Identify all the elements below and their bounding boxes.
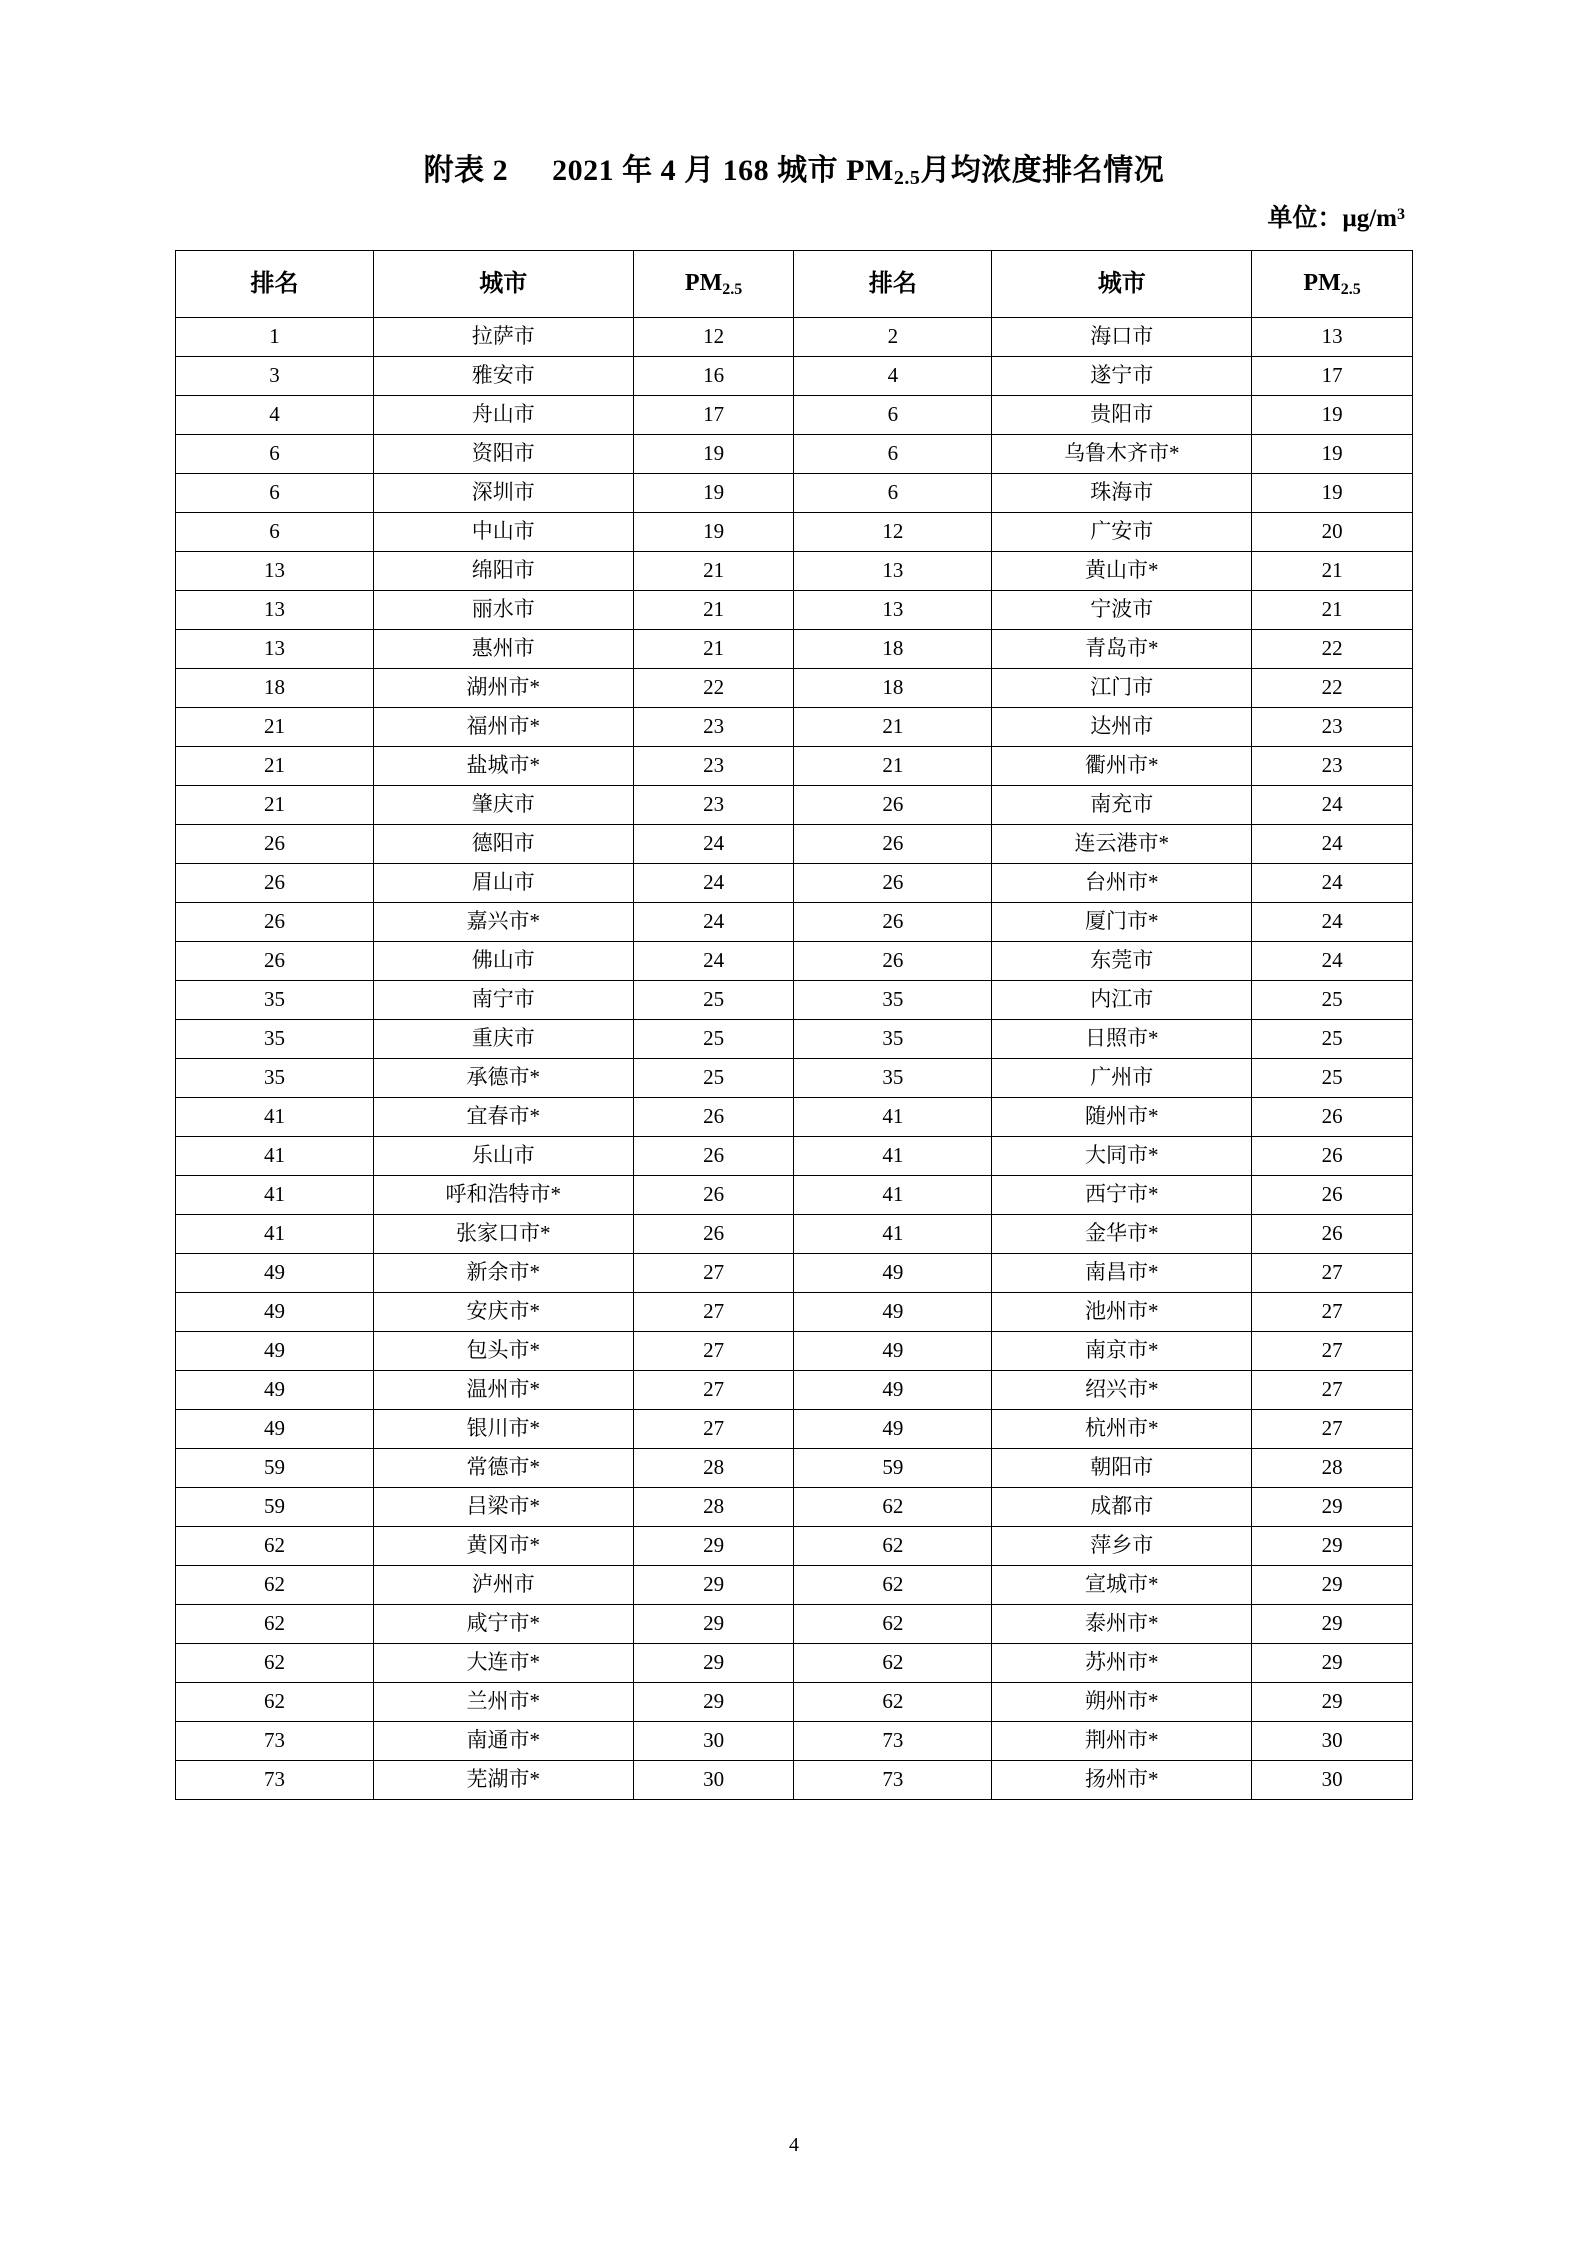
cell-rank-left: 6 — [176, 474, 374, 513]
cell-city-right: 西宁市* — [992, 1176, 1252, 1215]
table-row — [176, 1761, 1413, 1800]
cell-rank-right: 59 — [794, 1449, 992, 1488]
cell-pm25-left: 23 — [633, 708, 794, 747]
cell-city-right: 南京市* — [992, 1332, 1252, 1371]
cell-rank-right: 18 — [794, 630, 992, 669]
cell-pm25-left: 29 — [633, 1527, 794, 1566]
cell-city-right: 萍乡市 — [992, 1527, 1252, 1566]
cell-rank-left: 6 — [176, 435, 374, 474]
cell-city-left: 黄冈市* — [373, 1527, 633, 1566]
table-row — [176, 1020, 1413, 1059]
cell-rank-left: 13 — [176, 552, 374, 591]
cell-pm25-right: 27 — [1252, 1410, 1413, 1449]
cell-rank-left: 13 — [176, 630, 374, 669]
cell-rank-right: 62 — [794, 1683, 992, 1722]
cell-rank-left: 26 — [176, 825, 374, 864]
table-row — [176, 1644, 1413, 1683]
cell-rank-left: 62 — [176, 1683, 374, 1722]
cell-pm25-right: 19 — [1252, 474, 1413, 513]
cell-rank-right: 13 — [794, 552, 992, 591]
cell-rank-right: 41 — [794, 1215, 992, 1254]
cell-pm25-left: 29 — [633, 1683, 794, 1722]
cell-pm25-left: 26 — [633, 1215, 794, 1254]
cell-pm25-right: 22 — [1252, 669, 1413, 708]
cell-city-right: 池州市* — [992, 1293, 1252, 1332]
header-pm-main-right: PM — [1303, 269, 1341, 296]
cell-pm25-left: 30 — [633, 1761, 794, 1800]
cell-rank-left: 59 — [176, 1488, 374, 1527]
cell-pm25-right: 19 — [1252, 435, 1413, 474]
cell-pm25-left: 30 — [633, 1722, 794, 1761]
header-city-right: 城市 — [992, 251, 1252, 318]
table-row — [176, 318, 1413, 357]
cell-city-left: 泸州市 — [373, 1566, 633, 1605]
cell-rank-left: 6 — [176, 513, 374, 552]
cell-city-left: 宜春市* — [373, 1098, 633, 1137]
header-rank-left: 排名 — [176, 251, 374, 318]
cell-city-right: 泰州市* — [992, 1605, 1252, 1644]
cell-city-right: 乌鲁木齐市* — [992, 435, 1252, 474]
cell-pm25-left: 28 — [633, 1449, 794, 1488]
cell-pm25-left: 19 — [633, 513, 794, 552]
cell-pm25-left: 24 — [633, 903, 794, 942]
header-pm-sub-right: 2.5 — [1340, 280, 1361, 298]
cell-pm25-right: 20 — [1252, 513, 1413, 552]
table-row — [176, 669, 1413, 708]
page-title — [175, 150, 1413, 192]
table-row — [176, 1176, 1413, 1215]
cell-pm25-right: 26 — [1252, 1098, 1413, 1137]
cell-pm25-right: 23 — [1252, 708, 1413, 747]
cell-city-right: 南昌市* — [992, 1254, 1252, 1293]
cell-city-right: 南充市 — [992, 786, 1252, 825]
cell-rank-left: 73 — [176, 1722, 374, 1761]
cell-rank-left: 4 — [176, 396, 374, 435]
cell-pm25-left: 24 — [633, 942, 794, 981]
cell-pm25-left: 25 — [633, 1020, 794, 1059]
cell-pm25-left: 28 — [633, 1488, 794, 1527]
title-suffix: 月均浓度排名情况 — [920, 154, 1165, 187]
cell-rank-right: 49 — [794, 1332, 992, 1371]
table-header — [176, 251, 1413, 318]
cell-city-left: 重庆市 — [373, 1020, 633, 1059]
cell-city-left: 常德市* — [373, 1449, 633, 1488]
table-row — [176, 1683, 1413, 1722]
cell-pm25-right: 21 — [1252, 552, 1413, 591]
cell-rank-left: 18 — [176, 669, 374, 708]
table-row — [176, 357, 1413, 396]
cell-city-left: 安庆市* — [373, 1293, 633, 1332]
cell-pm25-right: 29 — [1252, 1605, 1413, 1644]
cell-city-right: 海口市 — [992, 318, 1252, 357]
table-row — [176, 1371, 1413, 1410]
cell-rank-right: 73 — [794, 1722, 992, 1761]
cell-pm25-right: 29 — [1252, 1527, 1413, 1566]
table-row — [176, 1449, 1413, 1488]
cell-pm25-left: 24 — [633, 864, 794, 903]
table-row — [176, 1332, 1413, 1371]
cell-city-left: 舟山市 — [373, 396, 633, 435]
cell-rank-left: 26 — [176, 864, 374, 903]
cell-rank-right: 35 — [794, 981, 992, 1020]
cell-pm25-right: 23 — [1252, 747, 1413, 786]
table-row — [176, 1293, 1413, 1332]
cell-rank-right: 4 — [794, 357, 992, 396]
cell-pm25-left: 27 — [633, 1371, 794, 1410]
cell-rank-left: 26 — [176, 903, 374, 942]
cell-pm25-right: 28 — [1252, 1449, 1413, 1488]
cell-city-right: 遂宁市 — [992, 357, 1252, 396]
cell-pm25-right: 24 — [1252, 825, 1413, 864]
cell-rank-left: 49 — [176, 1371, 374, 1410]
header-city-left: 城市 — [373, 251, 633, 318]
cell-city-right: 成都市 — [992, 1488, 1252, 1527]
cell-city-left: 承德市* — [373, 1059, 633, 1098]
cell-city-right: 杭州市* — [992, 1410, 1252, 1449]
table-row — [176, 747, 1413, 786]
cell-pm25-right: 29 — [1252, 1683, 1413, 1722]
cell-rank-right: 18 — [794, 669, 992, 708]
table-row — [176, 513, 1413, 552]
table-row — [176, 903, 1413, 942]
cell-city-left: 温州市* — [373, 1371, 633, 1410]
cell-pm25-right: 30 — [1252, 1722, 1413, 1761]
cell-city-right: 宣城市* — [992, 1566, 1252, 1605]
cell-rank-left: 49 — [176, 1254, 374, 1293]
cell-rank-left: 1 — [176, 318, 374, 357]
cell-pm25-left: 27 — [633, 1332, 794, 1371]
cell-rank-left: 35 — [176, 1059, 374, 1098]
table-row — [176, 1098, 1413, 1137]
table-body — [176, 318, 1413, 1800]
cell-rank-left: 35 — [176, 1020, 374, 1059]
cell-pm25-left: 25 — [633, 981, 794, 1020]
cell-pm25-right: 27 — [1252, 1293, 1413, 1332]
cell-pm25-right: 21 — [1252, 591, 1413, 630]
cell-city-left: 张家口市* — [373, 1215, 633, 1254]
cell-city-left: 乐山市 — [373, 1137, 633, 1176]
cell-city-left: 南通市* — [373, 1722, 633, 1761]
title-subscript: 2.5 — [893, 167, 921, 189]
cell-city-left: 佛山市 — [373, 942, 633, 981]
cell-rank-right: 26 — [794, 942, 992, 981]
cell-city-right: 荆州市* — [992, 1722, 1252, 1761]
cell-city-right: 大同市* — [992, 1137, 1252, 1176]
cell-city-right: 衢州市* — [992, 747, 1252, 786]
cell-rank-left: 41 — [176, 1098, 374, 1137]
cell-city-right: 广安市 — [992, 513, 1252, 552]
cell-pm25-right: 27 — [1252, 1371, 1413, 1410]
cell-pm25-left: 29 — [633, 1605, 794, 1644]
header-row — [176, 251, 1413, 318]
cell-rank-left: 59 — [176, 1449, 374, 1488]
cell-city-left: 肇庆市 — [373, 786, 633, 825]
table-row — [176, 552, 1413, 591]
cell-rank-right: 6 — [794, 435, 992, 474]
cell-pm25-right: 29 — [1252, 1644, 1413, 1683]
cell-pm25-left: 21 — [633, 591, 794, 630]
cell-city-right: 江门市 — [992, 669, 1252, 708]
table-row — [176, 591, 1413, 630]
cell-city-left: 嘉兴市* — [373, 903, 633, 942]
table-row — [176, 1488, 1413, 1527]
table-row — [176, 1254, 1413, 1293]
cell-rank-right: 41 — [794, 1137, 992, 1176]
unit-label — [175, 198, 1413, 234]
cell-rank-right: 2 — [794, 318, 992, 357]
table-row — [176, 786, 1413, 825]
cell-rank-right: 35 — [794, 1059, 992, 1098]
cell-pm25-left: 24 — [633, 825, 794, 864]
table-row — [176, 942, 1413, 981]
page-number: 4 — [789, 2134, 799, 2156]
cell-rank-left: 21 — [176, 747, 374, 786]
cell-pm25-right: 26 — [1252, 1215, 1413, 1254]
cell-pm25-left: 12 — [633, 318, 794, 357]
cell-city-left: 眉山市 — [373, 864, 633, 903]
cell-rank-right: 49 — [794, 1371, 992, 1410]
cell-rank-right: 62 — [794, 1488, 992, 1527]
table-row — [176, 1137, 1413, 1176]
cell-pm25-right: 29 — [1252, 1488, 1413, 1527]
cell-rank-left: 26 — [176, 942, 374, 981]
cell-city-right: 达州市 — [992, 708, 1252, 747]
cell-rank-right: 49 — [794, 1293, 992, 1332]
cell-city-right: 台州市* — [992, 864, 1252, 903]
cell-pm25-left: 16 — [633, 357, 794, 396]
cell-rank-left: 62 — [176, 1527, 374, 1566]
unit-prefix: 单位： — [1267, 205, 1343, 232]
title-main: 2021 年 4 月 168 城市 PM — [552, 154, 894, 187]
table-row — [176, 1722, 1413, 1761]
cell-city-right: 日照市* — [992, 1020, 1252, 1059]
cell-rank-right: 62 — [794, 1527, 992, 1566]
cell-rank-right: 26 — [794, 825, 992, 864]
cell-rank-right: 62 — [794, 1605, 992, 1644]
cell-rank-right: 26 — [794, 786, 992, 825]
cell-pm25-left: 19 — [633, 435, 794, 474]
cell-rank-right: 21 — [794, 708, 992, 747]
cell-city-left: 惠州市 — [373, 630, 633, 669]
cell-city-right: 随州市* — [992, 1098, 1252, 1137]
cell-rank-left: 21 — [176, 786, 374, 825]
cell-city-left: 深圳市 — [373, 474, 633, 513]
cell-pm25-right: 25 — [1252, 1059, 1413, 1098]
cell-city-left: 福州市* — [373, 708, 633, 747]
cell-rank-right: 49 — [794, 1254, 992, 1293]
cell-rank-left: 21 — [176, 708, 374, 747]
cell-pm25-right: 30 — [1252, 1761, 1413, 1800]
cell-rank-right: 13 — [794, 591, 992, 630]
table-row — [176, 981, 1413, 1020]
cell-city-right: 青岛市* — [992, 630, 1252, 669]
cell-pm25-left: 26 — [633, 1098, 794, 1137]
cell-pm25-right: 24 — [1252, 786, 1413, 825]
cell-city-right: 珠海市 — [992, 474, 1252, 513]
cell-rank-left: 62 — [176, 1566, 374, 1605]
cell-city-left: 南宁市 — [373, 981, 633, 1020]
cell-rank-left: 73 — [176, 1761, 374, 1800]
table-row — [176, 1410, 1413, 1449]
title-prefix: 附表 2 — [423, 154, 509, 187]
table-row — [176, 396, 1413, 435]
table-row — [176, 1605, 1413, 1644]
cell-rank-left: 41 — [176, 1137, 374, 1176]
cell-pm25-right: 19 — [1252, 396, 1413, 435]
cell-city-left: 芜湖市* — [373, 1761, 633, 1800]
cell-rank-left: 3 — [176, 357, 374, 396]
cell-rank-left: 41 — [176, 1176, 374, 1215]
cell-pm25-right: 26 — [1252, 1176, 1413, 1215]
cell-pm25-left: 21 — [633, 552, 794, 591]
cell-rank-right: 41 — [794, 1098, 992, 1137]
cell-rank-right: 35 — [794, 1020, 992, 1059]
cell-city-right: 苏州市* — [992, 1644, 1252, 1683]
cell-rank-left: 41 — [176, 1215, 374, 1254]
cell-city-right: 广州市 — [992, 1059, 1252, 1098]
cell-city-right: 绍兴市* — [992, 1371, 1252, 1410]
cell-rank-left: 49 — [176, 1410, 374, 1449]
header-pm-sub-left: 2.5 — [722, 280, 743, 298]
cell-rank-right: 21 — [794, 747, 992, 786]
table-row — [176, 1566, 1413, 1605]
cell-pm25-right: 22 — [1252, 630, 1413, 669]
cell-city-left: 雅安市 — [373, 357, 633, 396]
table-row — [176, 435, 1413, 474]
cell-pm25-right: 26 — [1252, 1137, 1413, 1176]
cell-pm25-left: 23 — [633, 786, 794, 825]
cell-pm25-left: 19 — [633, 474, 794, 513]
cell-rank-right: 6 — [794, 396, 992, 435]
table-row — [176, 1215, 1413, 1254]
cell-city-left: 湖州市* — [373, 669, 633, 708]
cell-pm25-right: 24 — [1252, 942, 1413, 981]
cell-city-right: 金华市* — [992, 1215, 1252, 1254]
cell-pm25-left: 26 — [633, 1176, 794, 1215]
cell-city-left: 绵阳市 — [373, 552, 633, 591]
table-row — [176, 1527, 1413, 1566]
cell-city-right: 厦门市* — [992, 903, 1252, 942]
table-row — [176, 1059, 1413, 1098]
cell-rank-right: 49 — [794, 1410, 992, 1449]
cell-rank-right: 62 — [794, 1644, 992, 1683]
cell-rank-right: 73 — [794, 1761, 992, 1800]
table-row — [176, 825, 1413, 864]
cell-pm25-left: 29 — [633, 1566, 794, 1605]
cell-rank-right: 41 — [794, 1176, 992, 1215]
cell-rank-left: 62 — [176, 1605, 374, 1644]
cell-rank-left: 13 — [176, 591, 374, 630]
cell-rank-left: 49 — [176, 1293, 374, 1332]
table-row — [176, 708, 1413, 747]
cell-city-left: 新余市* — [373, 1254, 633, 1293]
cell-city-left: 中山市 — [373, 513, 633, 552]
cell-city-right: 朔州市* — [992, 1683, 1252, 1722]
cell-rank-right: 6 — [794, 474, 992, 513]
cell-pm25-left: 27 — [633, 1293, 794, 1332]
cell-city-left: 兰州市* — [373, 1683, 633, 1722]
cell-city-left: 银川市* — [373, 1410, 633, 1449]
cell-rank-right: 26 — [794, 864, 992, 903]
header-pm25-left — [633, 251, 794, 318]
cell-rank-left: 49 — [176, 1332, 374, 1371]
header-pm-main-left: PM — [684, 269, 723, 296]
cell-pm25-right: 24 — [1252, 864, 1413, 903]
cell-rank-right: 62 — [794, 1566, 992, 1605]
table-row — [176, 474, 1413, 513]
cell-city-left: 盐城市* — [373, 747, 633, 786]
cell-city-right: 宁波市 — [992, 591, 1252, 630]
cell-city-right: 扬州市* — [992, 1761, 1252, 1800]
cell-pm25-left: 23 — [633, 747, 794, 786]
cell-pm25-right: 24 — [1252, 903, 1413, 942]
cell-city-left: 吕梁市* — [373, 1488, 633, 1527]
header-rank-right: 排名 — [794, 251, 992, 318]
cell-rank-left: 62 — [176, 1644, 374, 1683]
cell-city-right: 内江市 — [992, 981, 1252, 1020]
unit-value: μg/m — [1342, 205, 1397, 232]
cell-pm25-right: 25 — [1252, 981, 1413, 1020]
cell-pm25-right: 17 — [1252, 357, 1413, 396]
cell-pm25-left: 26 — [633, 1137, 794, 1176]
cell-city-left: 德阳市 — [373, 825, 633, 864]
cell-pm25-right: 27 — [1252, 1254, 1413, 1293]
header-pm25-right — [1252, 251, 1413, 318]
cell-city-left: 咸宁市* — [373, 1605, 633, 1644]
table-row — [176, 864, 1413, 903]
cell-pm25-right: 29 — [1252, 1566, 1413, 1605]
cell-city-right: 朝阳市 — [992, 1449, 1252, 1488]
cell-rank-right: 26 — [794, 903, 992, 942]
cell-city-left: 拉萨市 — [373, 318, 633, 357]
cell-pm25-right: 25 — [1252, 1020, 1413, 1059]
table-row — [176, 630, 1413, 669]
cell-pm25-left: 17 — [633, 396, 794, 435]
unit-exponent: 3 — [1397, 206, 1405, 223]
cell-rank-left: 35 — [176, 981, 374, 1020]
cell-city-right: 贵阳市 — [992, 396, 1252, 435]
cell-pm25-left: 27 — [633, 1410, 794, 1449]
cell-pm25-left: 25 — [633, 1059, 794, 1098]
cell-city-right: 黄山市* — [992, 552, 1252, 591]
cell-city-right: 东莞市 — [992, 942, 1252, 981]
cell-city-left: 资阳市 — [373, 435, 633, 474]
cell-city-left: 包头市* — [373, 1332, 633, 1371]
cell-pm25-left: 22 — [633, 669, 794, 708]
cell-city-left: 大连市* — [373, 1644, 633, 1683]
cell-pm25-right: 13 — [1252, 318, 1413, 357]
cell-pm25-left: 21 — [633, 630, 794, 669]
cell-pm25-left: 27 — [633, 1254, 794, 1293]
cell-rank-right: 12 — [794, 513, 992, 552]
pm25-ranking-table — [175, 250, 1413, 1800]
cell-pm25-right: 27 — [1252, 1332, 1413, 1371]
cell-city-left: 丽水市 — [373, 591, 633, 630]
cell-city-right: 连云港市* — [992, 825, 1252, 864]
cell-city-left: 呼和浩特市* — [373, 1176, 633, 1215]
cell-pm25-left: 29 — [633, 1644, 794, 1683]
